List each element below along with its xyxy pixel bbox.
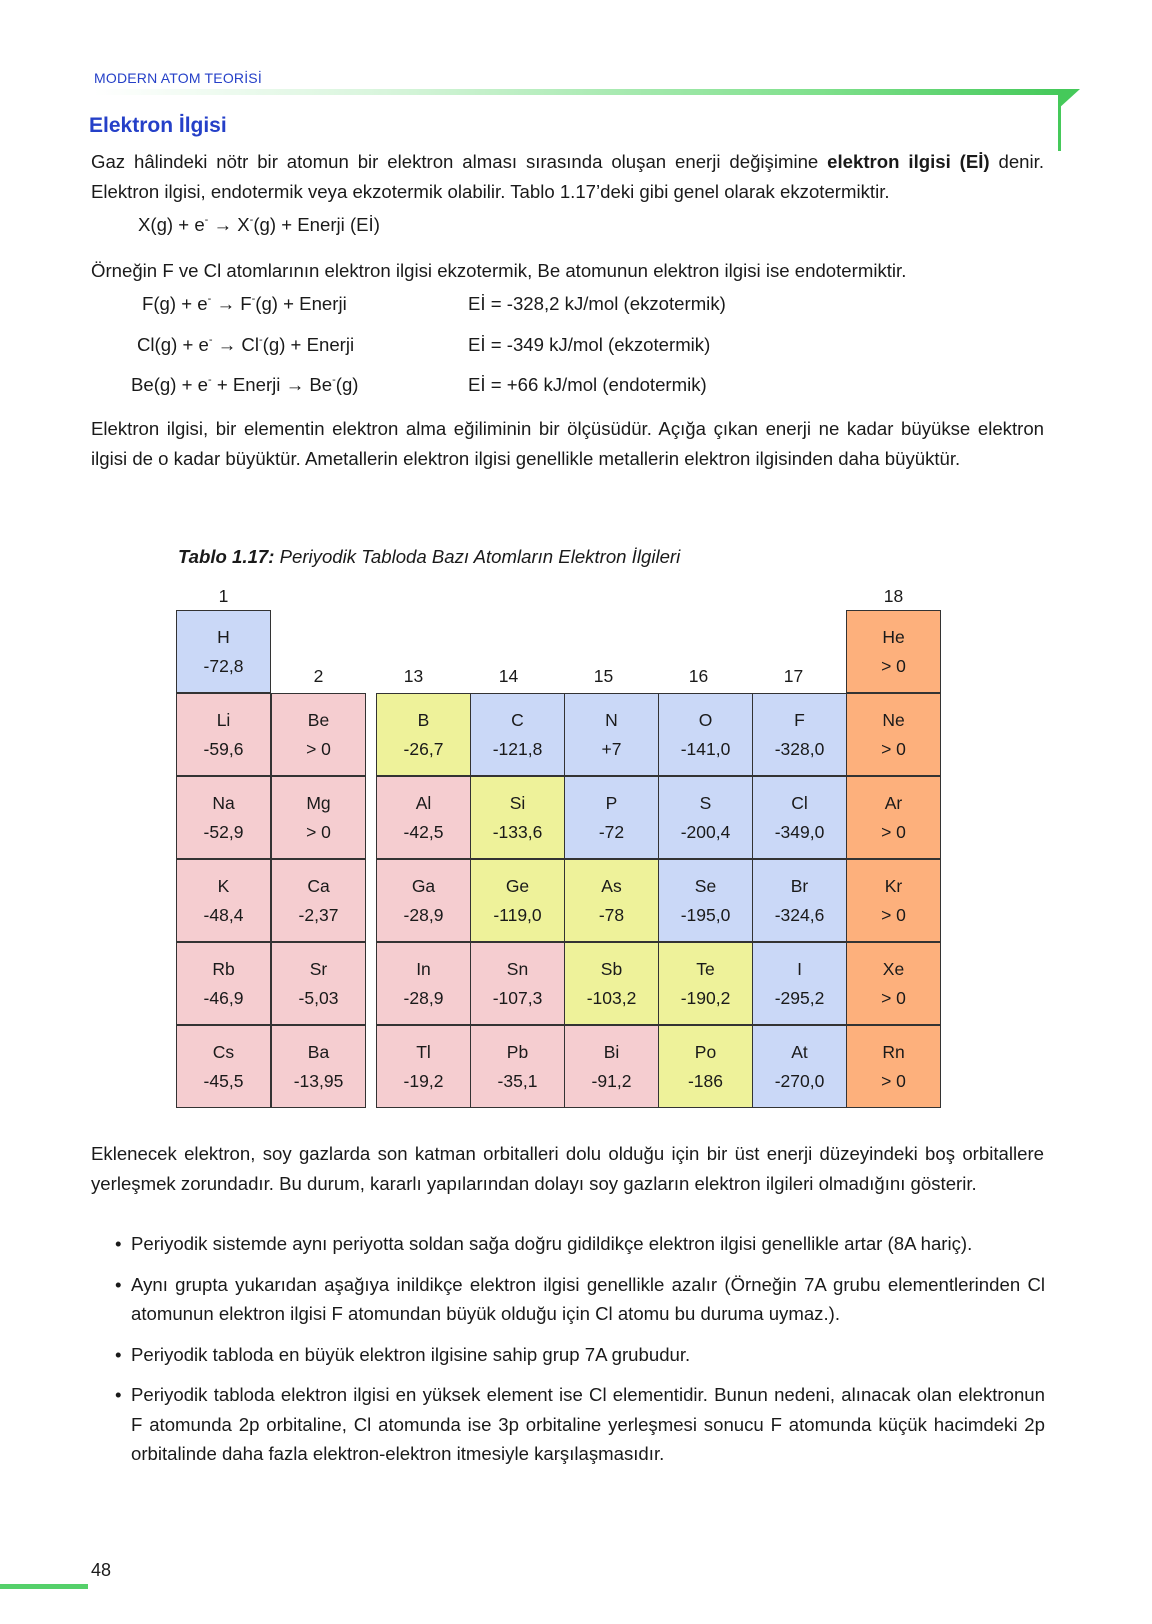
element-cell-P xyxy=(564,776,659,859)
element-value: -52,9 xyxy=(203,821,244,842)
element-value: -270,0 xyxy=(774,1070,825,1091)
element-cell-Te xyxy=(658,942,753,1025)
eq-sup: - xyxy=(204,214,209,226)
element-value: -103,2 xyxy=(586,987,637,1008)
group-label-2: 2 xyxy=(313,666,324,686)
element-symbol: I xyxy=(797,958,802,979)
element-symbol: C xyxy=(511,709,524,730)
group-label-18: 18 xyxy=(883,586,904,606)
equation-beryllium-value: Eİ = +66 kJ/mol (endotermik) xyxy=(468,374,707,395)
element-value: -119,0 xyxy=(493,904,542,925)
element-symbol: Cs xyxy=(212,1041,235,1062)
bullet-list xyxy=(115,1229,1045,1480)
element-cell-He xyxy=(846,610,941,693)
eq-sup: - xyxy=(207,293,212,305)
element-symbol: O xyxy=(698,709,713,730)
element-symbol: In xyxy=(416,958,431,979)
element-symbol: Rb xyxy=(212,958,235,979)
element-value: > 0 xyxy=(306,821,331,842)
group-label-16: 16 xyxy=(688,666,709,686)
eq-sup: - xyxy=(258,334,263,346)
element-cell-Ar xyxy=(846,776,941,859)
paragraph-noble-gases: Eklenecek elektron, soy gazlarda son katman orbitalleri dolu olduğu için bir üst enerji düzeyindeki boş orbitallere yerleşmek zorundadır. Bu durum, kararlı yapılarından dolayı soy gazların elektron ilgileri olmadığını gösterir. xyxy=(91,1143,1044,1194)
paragraph-text: Gaz hâlindeki nötr bir atomun bir elektron alması sırasında oluşan enerji değişimine xyxy=(91,151,828,172)
element-cell-Be xyxy=(271,693,366,776)
element-symbol: Kr xyxy=(884,875,903,896)
table-caption-label: Tablo 1.17: xyxy=(178,546,275,567)
element-cell-Rn xyxy=(846,1025,941,1108)
element-cell-Tl xyxy=(376,1025,471,1108)
element-value: -72,8 xyxy=(203,655,244,676)
element-symbol: Xe xyxy=(882,958,905,979)
element-cell-Sn xyxy=(470,942,565,1025)
equation-fluorine xyxy=(142,293,347,315)
eq-sup: - xyxy=(208,374,212,386)
element-value: -59,6 xyxy=(203,738,244,759)
element-value: -28,9 xyxy=(403,904,444,925)
element-value: -48,4 xyxy=(203,904,244,925)
eq-part: + Enerji → Be xyxy=(211,374,333,395)
element-symbol: He xyxy=(882,626,905,647)
element-symbol: Ar xyxy=(884,792,903,813)
element-cell-Po xyxy=(658,1025,753,1108)
eq-part: (g) + Enerji xyxy=(255,293,347,314)
bullet-text: Periyodik tabloda en büyük elektron ilgisine sahip grup 7A grubudur. xyxy=(131,1343,691,1365)
element-symbol: P xyxy=(605,792,618,813)
element-symbol: Sb xyxy=(600,958,623,979)
eq-part: Cl(g) + e xyxy=(137,334,209,355)
header-rule xyxy=(94,89,1060,95)
element-cell-Ba xyxy=(271,1025,366,1108)
group-label-13: 13 xyxy=(403,666,424,686)
element-value: -190,2 xyxy=(680,987,731,1008)
element-symbol: F xyxy=(794,709,805,730)
bullet-item xyxy=(115,1229,1045,1259)
element-value: > 0 xyxy=(881,1070,906,1091)
element-symbol: Ba xyxy=(307,1041,330,1062)
element-cell-O xyxy=(658,693,753,776)
element-value: -295,2 xyxy=(774,987,825,1008)
element-value: -45,5 xyxy=(203,1070,244,1091)
paragraph-definition xyxy=(91,147,1044,206)
eq-sup: - xyxy=(208,334,213,346)
element-cell-Se xyxy=(658,859,753,942)
element-symbol: Se xyxy=(694,875,717,896)
element-cell-At xyxy=(752,1025,847,1108)
eq-part: (g) + Enerji (Eİ) xyxy=(253,214,380,235)
element-value: > 0 xyxy=(881,655,906,676)
table-caption-text: Periyodik Tabloda Bazı Atomların Elektron İlgileri xyxy=(274,546,681,567)
element-value: > 0 xyxy=(881,821,906,842)
element-symbol: Sr xyxy=(309,958,328,979)
element-cell-Ne xyxy=(846,693,941,776)
element-value: > 0 xyxy=(881,987,906,1008)
element-cell-Al xyxy=(376,776,471,859)
element-symbol: Ca xyxy=(307,875,330,896)
element-symbol: Po xyxy=(694,1041,717,1062)
element-cell-N xyxy=(564,693,659,776)
equation-chlorine-value: Eİ = -349 kJ/mol (ekzotermik) xyxy=(468,334,711,355)
element-value: -133,6 xyxy=(492,821,543,842)
element-symbol: Ga xyxy=(411,875,436,896)
element-symbol: Be xyxy=(307,709,330,730)
element-value: -35,1 xyxy=(497,1070,538,1091)
element-symbol: Li xyxy=(216,709,231,730)
header-section-label: MODERN ATOM TEORİSİ xyxy=(94,70,262,86)
element-value: -349,0 xyxy=(774,821,825,842)
eq-sup: - xyxy=(249,214,254,226)
group-label-15: 15 xyxy=(593,666,614,686)
eq-part: (g) + Enerji xyxy=(262,334,355,355)
element-cell-C xyxy=(470,693,565,776)
footer-rule xyxy=(0,1584,88,1589)
bullet-item xyxy=(115,1380,1045,1469)
eq-part: Be(g) + e xyxy=(131,374,208,395)
bullet-text: Periyodik tabloda elektron ilgisi en yüksek element ise Cl elementidir. Bunun nedeni, alınacak olan elektronun F atomunda 2p orbitaline, Cl atomunda ise 3p orbitaline yerleşmesi sonucu F atomunda küçük hacimdeki 2p orbitalinde daha fazla elektron-elektron itmesiyle karşılaşmasıdır. xyxy=(131,1384,1045,1464)
eq-part: → F xyxy=(211,293,252,314)
element-cell-I xyxy=(752,942,847,1025)
eq-part: → Cl xyxy=(212,334,259,355)
bullet-marker: • xyxy=(115,1273,122,1295)
bullet-item xyxy=(115,1270,1045,1329)
element-value: -46,9 xyxy=(203,987,244,1008)
bullet-text: Periyodik sistemde aynı periyotta soldan sağa doğru gidildikçe elektron ilgisi genellikle artar (8A hariç). xyxy=(131,1233,973,1254)
group-label-14: 14 xyxy=(498,666,519,686)
element-value: -19,2 xyxy=(403,1070,444,1091)
element-value: -195,0 xyxy=(680,904,731,925)
eq-sup: - xyxy=(332,374,336,386)
element-cell-H xyxy=(176,610,271,693)
eq-part: X(g) + e xyxy=(138,214,205,235)
element-symbol: Tl xyxy=(416,1041,431,1062)
equation-fluorine-value: Eİ = -328,2 kJ/mol (ekzotermik) xyxy=(468,293,726,314)
element-cell-Sb xyxy=(564,942,659,1025)
bullet-text: Aynı grupta yukarıdan aşağıya inildikçe elektron ilgisi genellikle azalır (Örneğin 7A grubu elementlerinden Cl atomunun elektron ilgisi F atomundan büyük olduğu için Cl atomu bu duruma uymaz.). xyxy=(131,1273,1045,1324)
element-cell-In xyxy=(376,942,471,1025)
element-symbol: H xyxy=(217,626,230,647)
element-value: -107,3 xyxy=(492,987,543,1008)
element-value: -72 xyxy=(598,821,625,842)
element-value: -328,0 xyxy=(774,738,825,759)
element-value: -91,2 xyxy=(591,1070,632,1091)
element-symbol: S xyxy=(699,792,712,813)
element-cell-Li xyxy=(176,693,271,776)
element-cell-Br xyxy=(752,859,847,942)
group-label-17: 17 xyxy=(783,666,804,686)
element-cell-Mg xyxy=(271,776,366,859)
element-cell-F xyxy=(752,693,847,776)
element-cell-Bi xyxy=(564,1025,659,1108)
header-flag-stem xyxy=(1058,89,1061,151)
element-cell-Na xyxy=(176,776,271,859)
element-value: -5,03 xyxy=(298,987,339,1008)
element-value: -26,7 xyxy=(403,738,444,759)
element-cell-Rb xyxy=(176,942,271,1025)
element-cell-K xyxy=(176,859,271,942)
element-symbol: Sn xyxy=(506,958,529,979)
element-symbol: Cl xyxy=(791,792,808,813)
element-cell-Si xyxy=(470,776,565,859)
element-value: > 0 xyxy=(881,738,906,759)
element-value: -2,37 xyxy=(298,904,339,925)
element-symbol: Si xyxy=(509,792,526,813)
element-cell-B xyxy=(376,693,471,776)
element-symbol: As xyxy=(601,875,622,896)
element-symbol: Mg xyxy=(306,792,331,813)
element-cell-Sr xyxy=(271,942,366,1025)
bullet-item xyxy=(115,1340,1045,1370)
element-cell-Cl xyxy=(752,776,847,859)
element-symbol: Br xyxy=(790,875,809,896)
element-value: > 0 xyxy=(881,904,906,925)
element-symbol: Ne xyxy=(882,709,905,730)
element-cell-S xyxy=(658,776,753,859)
bullet-marker: • xyxy=(115,1384,122,1405)
equation-beryllium xyxy=(131,374,358,396)
element-value: -141,0 xyxy=(680,738,731,759)
paragraph-text: denir. Elektron ilgisi, endotermik veya ekzotermik olabilir. Tablo 1.17’deki gibi genel olarak ekzotermiktir. xyxy=(91,151,1044,202)
element-symbol: B xyxy=(417,709,430,730)
paragraph-explanation: Elektron ilgisi, bir elementin elektron alma eğiliminin bir ölçüsüdür. Açığa çıkan enerji ne kadar büyükse elektron ilgisi de o kadar büyüktür. Ametallerin elektron ilgisi genellikle metallerin elektron ilgisinden daha büyüktür. xyxy=(91,418,1044,469)
element-cell-Ga xyxy=(376,859,471,942)
element-value: -42,5 xyxy=(403,821,444,842)
section-title: Elektron İlgisi xyxy=(89,114,227,137)
element-value: +7 xyxy=(601,738,622,759)
eq-part: → X xyxy=(208,214,250,235)
element-value: -186 xyxy=(687,1070,724,1091)
element-symbol: Te xyxy=(696,958,715,979)
element-cell-Xe xyxy=(846,942,941,1025)
element-symbol: Bi xyxy=(603,1041,620,1062)
element-cell-Kr xyxy=(846,859,941,942)
element-symbol: K xyxy=(217,875,230,896)
element-value: -121,8 xyxy=(492,738,543,759)
page-number: 48 xyxy=(91,1560,112,1580)
element-symbol: Al xyxy=(415,792,432,813)
header-flag xyxy=(1058,89,1080,109)
bullet-marker: • xyxy=(115,1343,122,1365)
eq-part: (g) xyxy=(335,374,359,395)
element-symbol: Ge xyxy=(505,875,530,896)
element-cell-As xyxy=(564,859,659,942)
paragraph-example: Örneğin F ve Cl atomlarının elektron ilgisi ekzotermik, Be atomunun elektron ilgisi ise endotermiktir. xyxy=(91,260,907,281)
group-label-1: 1 xyxy=(218,586,229,606)
element-symbol: N xyxy=(605,709,618,730)
element-symbol: At xyxy=(791,1041,808,1062)
bullet-marker: • xyxy=(115,1233,122,1254)
element-value: -28,9 xyxy=(403,987,444,1008)
element-cell-Pb xyxy=(470,1025,565,1108)
equation-general xyxy=(138,214,380,236)
element-symbol: Na xyxy=(212,792,235,813)
eq-sup: - xyxy=(251,293,256,305)
element-symbol: Rn xyxy=(882,1041,905,1062)
eq-part: F(g) + e xyxy=(142,293,208,314)
element-cell-Ge xyxy=(470,859,565,942)
element-value: -200,4 xyxy=(680,821,731,842)
element-value: > 0 xyxy=(306,738,331,759)
equation-chlorine xyxy=(137,334,354,356)
element-value: -78 xyxy=(598,904,625,925)
element-cell-Ca xyxy=(271,859,366,942)
table-caption xyxy=(178,546,680,568)
element-value: -13,95 xyxy=(293,1070,344,1091)
element-value: -324,6 xyxy=(774,904,825,925)
element-symbol: Pb xyxy=(506,1041,529,1062)
paragraph-bold-term: elektron ilgisi (Eİ) xyxy=(827,151,990,172)
element-cell-Cs xyxy=(176,1025,271,1108)
